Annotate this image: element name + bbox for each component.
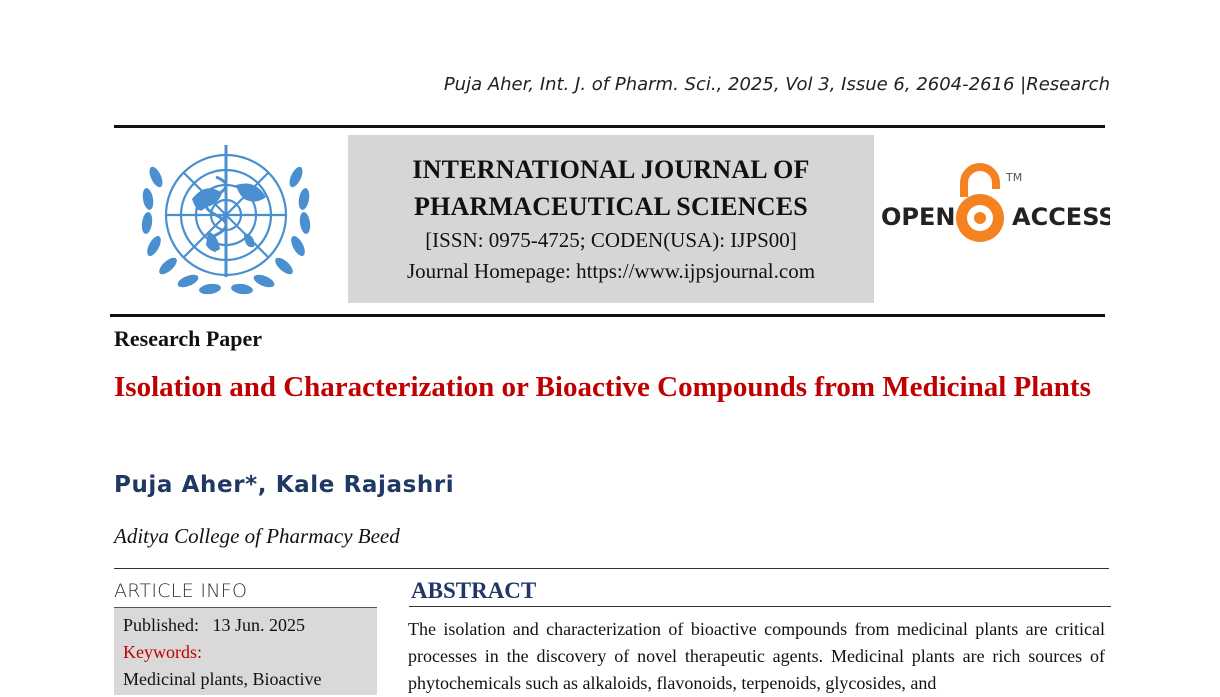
keywords-text: Medicinal plants, Bioactive [123, 669, 322, 689]
journal-name-line1: INTERNATIONAL JOURNAL OF [412, 155, 810, 184]
article-info-heading: ARTICLE INFO [114, 580, 248, 602]
open-access-left-text: OPEN [881, 203, 956, 231]
author-affiliation: Aditya College of Pharmacy Beed [114, 524, 400, 548]
running-header-citation: Puja Aher, Int. J. of Pharm. Sci., 2025, Vol 3, Issue 6, 2604-2616 |Research [443, 74, 1110, 95]
journal-issn: [ISSN: 0975-4725; CODEN(USA): IJPS00] [425, 228, 797, 252]
open-access-right-text: ACCESS [1012, 203, 1110, 231]
header-bottom-rule [110, 314, 1105, 317]
abstract-heading: ABSTRACT [411, 578, 537, 603]
open-access-icon [878, 163, 1110, 253]
trademark-mark: TM [1006, 171, 1023, 184]
author-list: Puja Aher*, Kale Rajashri [114, 472, 455, 498]
abstract-heading-rule [409, 606, 1111, 607]
journal-banner [348, 135, 874, 303]
section-divider [114, 568, 1109, 569]
published-label: Published: [123, 615, 200, 635]
un-emblem-icon [126, 137, 326, 307]
journal-name-line2: PHARMACEUTICAL SCIENCES [414, 192, 808, 221]
article-title: Isolation and Characterization or Bioactive Compounds from Medicinal Plants [114, 371, 1091, 403]
published-date: 13 Jun. 2025 [212, 615, 306, 635]
published-row [123, 612, 377, 639]
journal-homepage: Journal Homepage: https://www.ijpsjournal.com [406, 259, 816, 283]
journal-name [348, 151, 874, 225]
keywords-label: Keywords: [123, 642, 202, 662]
header-top-rule [114, 125, 1105, 128]
abstract-body: The isolation and characterization of bioactive compounds from medicinal plants are critical processes in the discovery of novel therapeutic agents. Medicinal plants are rich sources of phytochemicals such as alkaloids, flavonoids, terpenoids, glycosides, and [408, 619, 1105, 693]
article-type: Research Paper [114, 326, 263, 351]
article-info-box [114, 607, 377, 695]
